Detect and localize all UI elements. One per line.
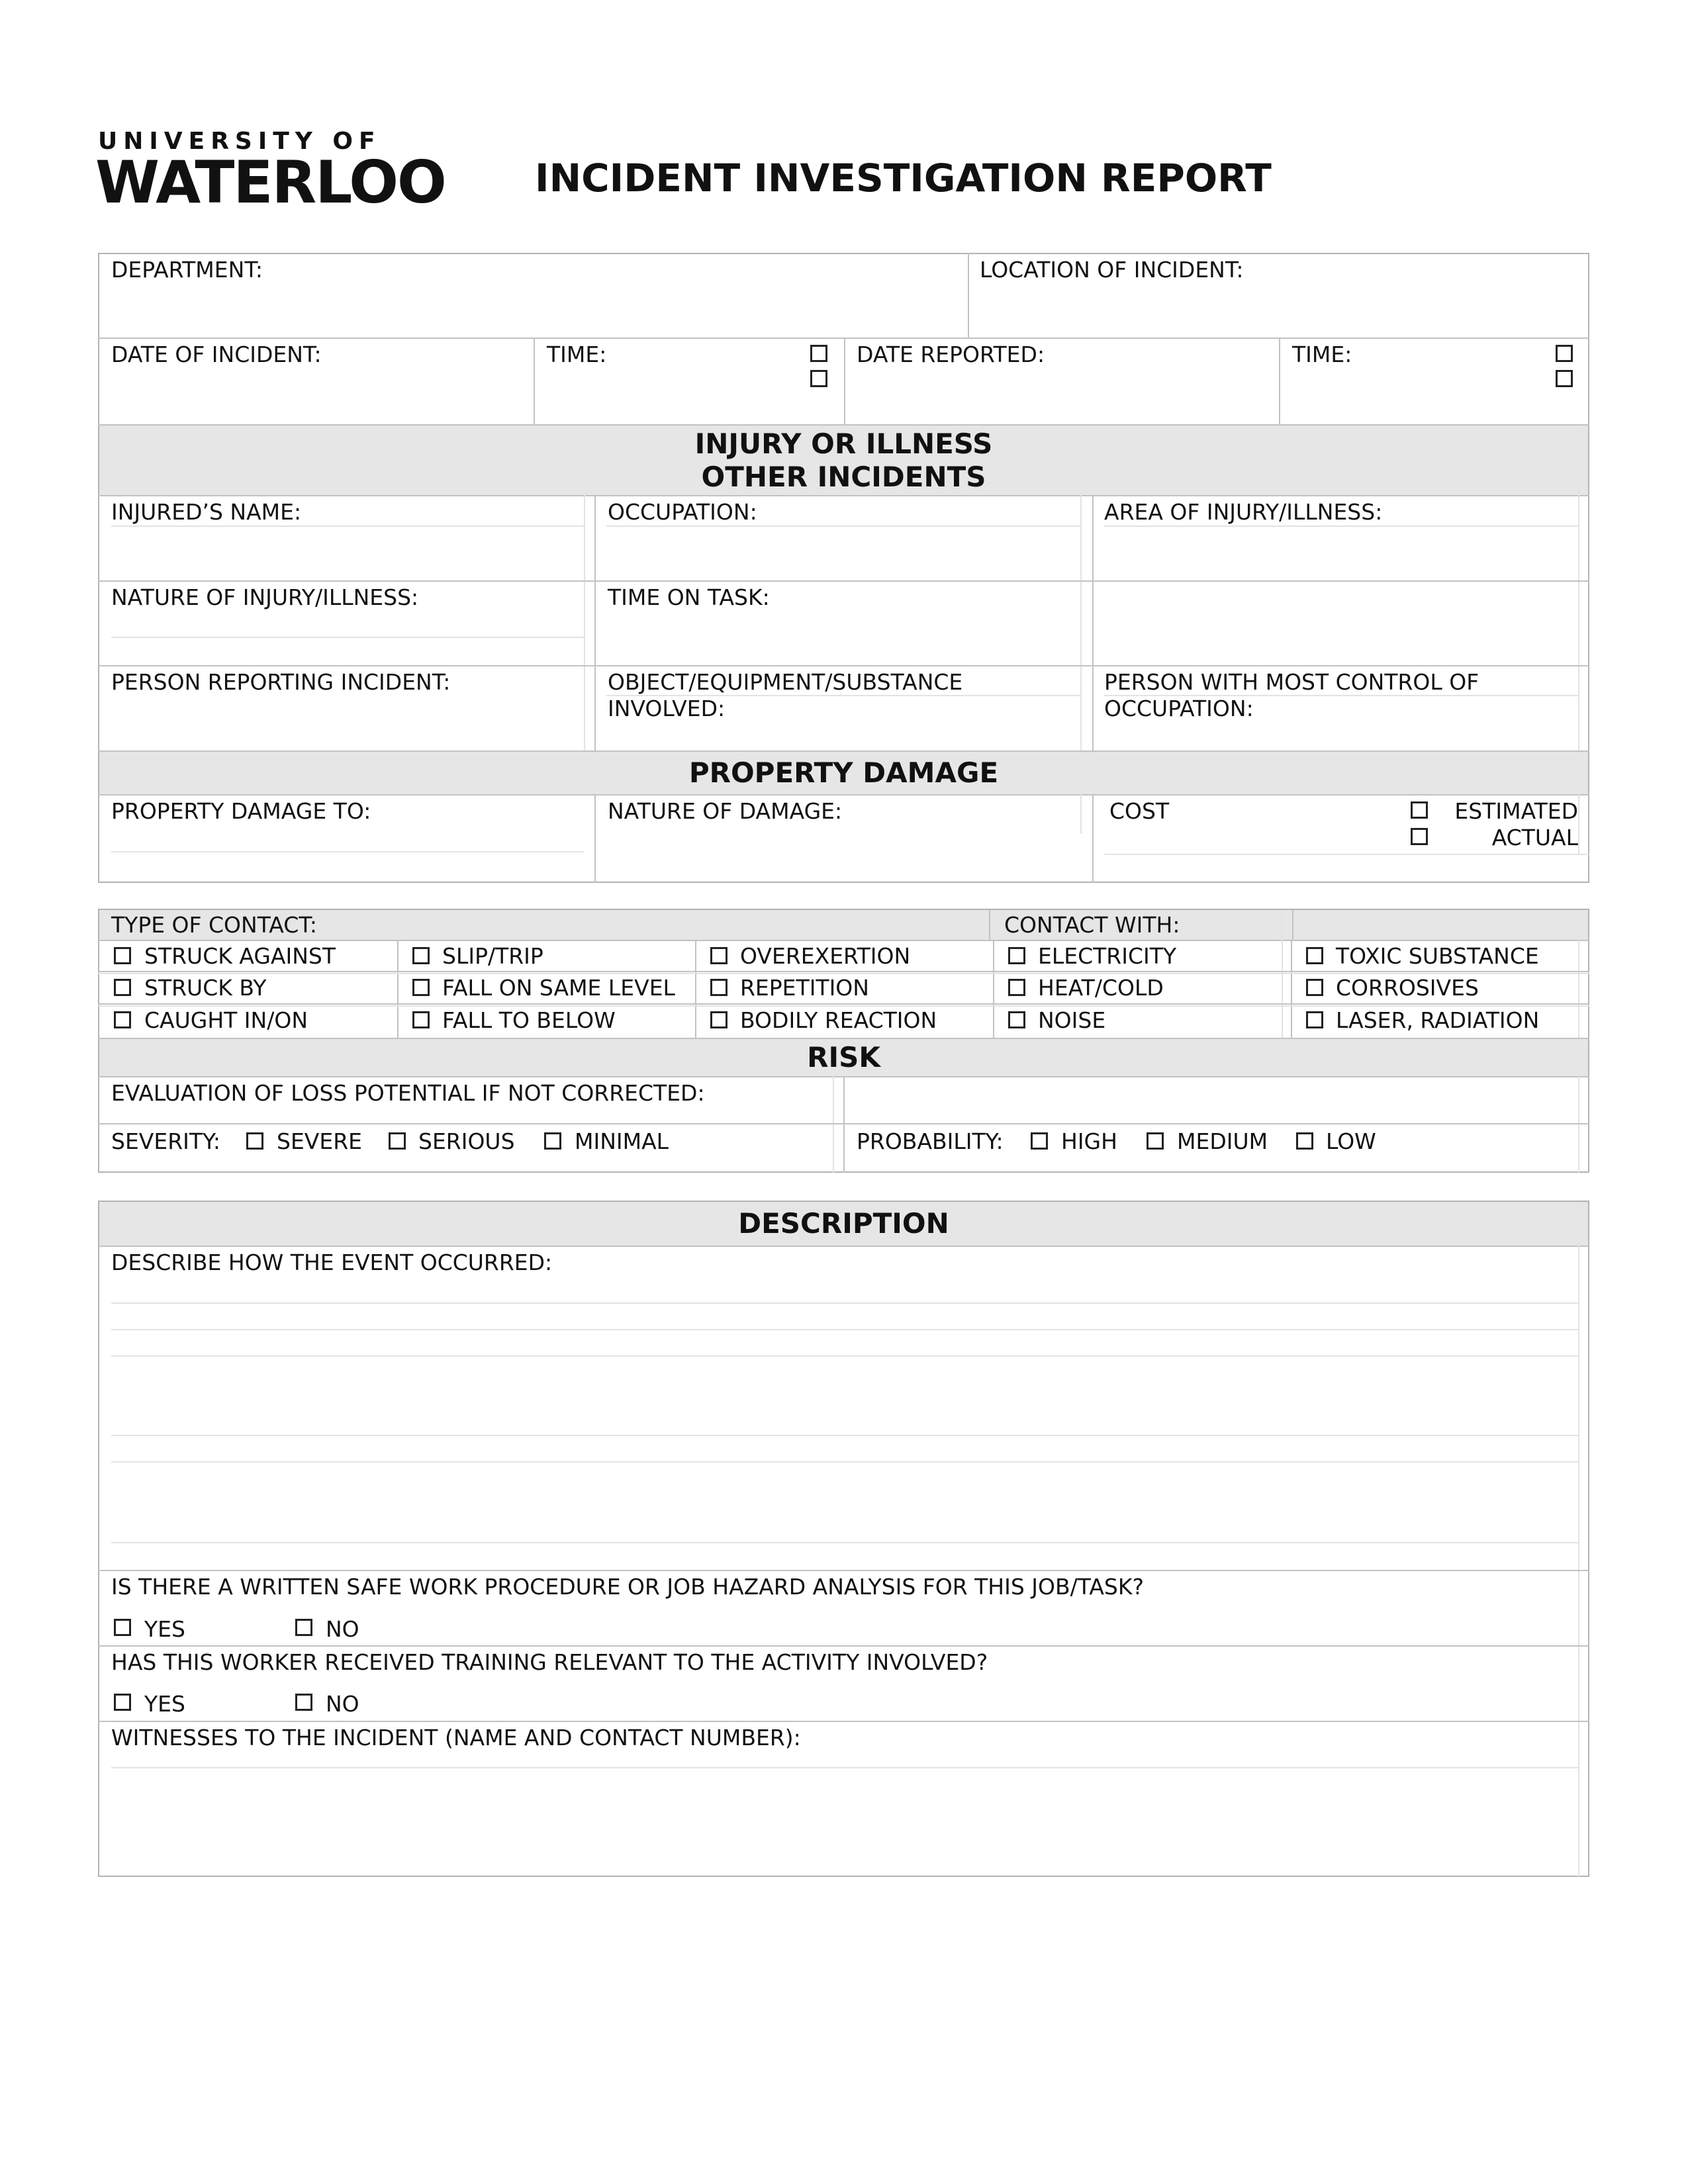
serious-label: SERIOUS [418,1128,515,1154]
object-involved-field[interactable]: OBJECT/EQUIPMENT/SUBSTANCE INVOLVED: [608,669,963,721]
contact-checkbox[interactable] [710,947,727,964]
procedure-no-checkbox[interactable] [295,1619,312,1636]
probability-medium-checkbox[interactable] [1147,1132,1164,1150]
incident-time-am-checkbox[interactable] [810,345,827,362]
contact-with-label: CONTACT WITH: [1004,912,1180,938]
contact-option: CAUGHT IN/ON [144,1007,308,1033]
training-yes-checkbox[interactable] [114,1694,131,1711]
probability-label: PROBABILITY: [857,1128,1004,1154]
procedure-yes-label: YES [144,1616,185,1642]
department-field[interactable]: DEPARTMENT: [111,257,263,283]
cost-actual-checkbox[interactable] [1411,828,1428,845]
contact-option: TOXIC SUBSTANCE [1336,943,1539,969]
type-of-contact-label: TYPE OF CONTACT: [111,912,317,938]
severity-severe-checkbox[interactable] [246,1132,263,1150]
procedure-yes-checkbox[interactable] [114,1619,131,1636]
probability-high-checkbox[interactable] [1031,1132,1048,1150]
severity-minimal-checkbox[interactable] [544,1132,561,1150]
date-of-incident-field[interactable]: DATE OF INCIDENT: [111,341,322,367]
evaluation-field[interactable]: EVALUATION OF LOSS POTENTIAL IF NOT CORRECTED: [111,1080,705,1106]
page-title: INCIDENT INVESTIGATION REPORT [535,156,1272,201]
training-no-label: NO [326,1691,359,1717]
person-control-field[interactable]: PERSON WITH MOST CONTROL OF OCCUPATION: [1104,669,1479,721]
reported-time-pm-checkbox[interactable] [1556,370,1573,387]
cost-field[interactable]: COST [1109,798,1170,824]
location-field[interactable]: LOCATION OF INCIDENT: [980,257,1244,283]
procedure-no-label: NO [326,1616,359,1642]
contact-option: NOISE [1038,1007,1106,1033]
low-label: LOW [1326,1128,1376,1154]
training-yes-label: YES [144,1691,185,1717]
severity-serious-checkbox[interactable] [389,1132,406,1150]
contact-option: FALL ON SAME LEVEL [442,975,675,1001]
property-damage-to-field[interactable]: PROPERTY DAMAGE TO: [111,798,371,824]
contact-checkbox[interactable] [1008,979,1025,996]
contact-option: HEAT/COLD [1038,975,1164,1001]
contact-checkbox[interactable] [114,1011,131,1028]
contact-checkbox[interactable] [710,1011,727,1028]
contact-option: OVEREXERTION [740,943,911,969]
contact-checkbox[interactable] [710,979,727,996]
contact-checkbox[interactable] [412,947,430,964]
medium-label: MEDIUM [1177,1128,1268,1154]
incident-time-pm-checkbox[interactable] [810,370,827,387]
contact-option: STRUCK AGAINST [144,943,336,969]
contact-checkbox[interactable] [412,1011,430,1028]
property-damage-header: PROPERTY DAMAGE [688,756,999,789]
incident-time-field[interactable]: TIME: [547,341,607,367]
training-no-checkbox[interactable] [295,1694,312,1711]
reported-time-field[interactable]: TIME: [1292,341,1352,367]
contact-checkbox[interactable] [114,947,131,964]
contact-checkbox[interactable] [412,979,430,996]
time-on-task-field[interactable]: TIME ON TASK: [608,584,770,610]
reported-time-am-checkbox[interactable] [1556,345,1573,362]
severe-label: SEVERE [277,1128,363,1154]
cost-estimated-checkbox[interactable] [1411,801,1428,819]
contact-option: FALL TO BELOW [442,1007,616,1033]
contact-checkbox[interactable] [1306,947,1323,964]
contact-checkbox[interactable] [1008,1011,1025,1028]
contact-option: STRUCK BY [144,975,267,1001]
written-procedure-question: IS THERE A WRITTEN SAFE WORK PROCEDURE OR JOB HAZARD ANALYSIS FOR THIS JOB/TASK? [111,1574,1145,1600]
area-of-injury-field[interactable]: AREA OF INJURY/ILLNESS: [1104,499,1383,525]
description-header: DESCRIPTION [738,1207,949,1240]
nature-of-injury-field[interactable]: NATURE OF INJURY/ILLNESS: [111,584,419,610]
occupation-field[interactable]: OCCUPATION: [608,499,757,525]
witnesses-field[interactable]: WITNESSES TO THE INCIDENT (NAME AND CONTACT NUMBER): [111,1725,801,1751]
describe-event-field[interactable]: DESCRIBE HOW THE EVENT OCCURRED: [111,1250,553,1275]
contact-option: SLIP/TRIP [442,943,543,969]
actual-label: ACTUAL [1491,825,1578,850]
contact-checkbox[interactable] [114,979,131,996]
contact-checkbox[interactable] [1306,1011,1323,1028]
logo-line2: WATERLOO [95,148,445,216]
injured-name-field[interactable]: INJURED’S NAME: [111,499,302,525]
probability-low-checkbox[interactable] [1296,1132,1313,1150]
training-question: HAS THIS WORKER RECEIVED TRAINING RELEVANT TO THE ACTIVITY INVOLVED? [111,1649,988,1675]
contact-checkbox[interactable] [1306,979,1323,996]
contact-checkbox[interactable] [1008,947,1025,964]
estimated-label: ESTIMATED [1454,798,1578,824]
contact-option: LASER, RADIATION [1336,1007,1540,1033]
high-label: HIGH [1061,1128,1117,1154]
logo-line1: UNIVERSITY OF [98,128,381,155]
other-incidents-header: OTHER INCIDENTS [701,461,986,493]
severity-label: SEVERITY: [111,1128,220,1154]
contact-option: REPETITION [740,975,869,1001]
contact-option: CORROSIVES [1336,975,1479,1001]
risk-header: RISK [807,1041,880,1073]
minimal-label: MINIMAL [575,1128,669,1154]
date-reported-field[interactable]: DATE REPORTED: [857,341,1045,367]
nature-of-damage-field[interactable]: NATURE OF DAMAGE: [608,798,843,824]
injury-section-header: INJURY OR ILLNESS [694,428,993,460]
contact-option: BODILY REACTION [740,1007,937,1033]
person-reporting-field[interactable]: PERSON REPORTING INCIDENT: [111,669,451,695]
contact-option: ELECTRICITY [1038,943,1177,969]
